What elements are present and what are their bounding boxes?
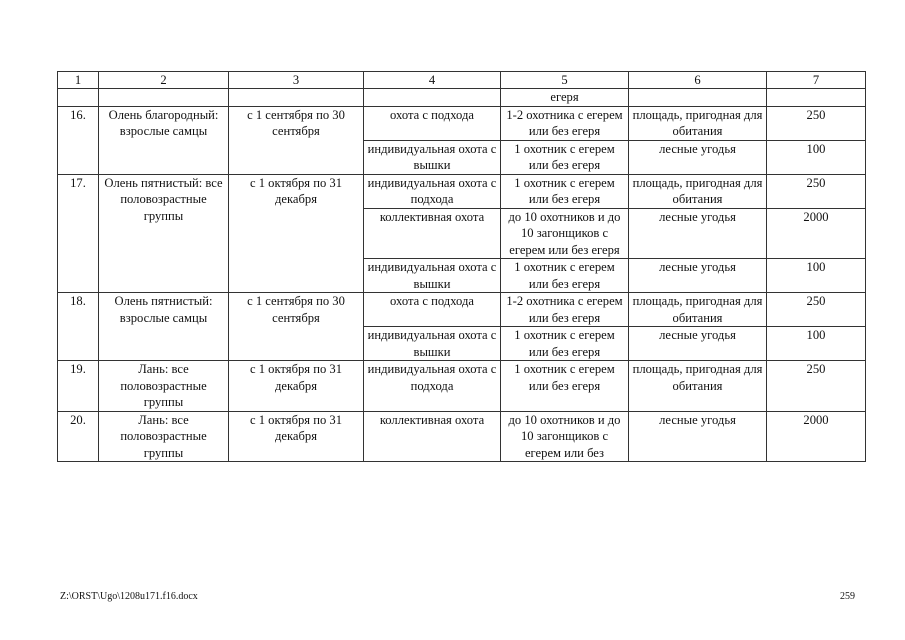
- table-row: [58, 174, 866, 208]
- hunters-cell: 1-2 охотника с егерем или без егеря: [501, 293, 629, 327]
- method-cell: коллективная охота: [364, 208, 501, 259]
- limit-cell: 100: [767, 140, 866, 174]
- row-number-cell: 18.: [58, 293, 99, 361]
- method-cell: индивидуальная охота с подхода: [364, 361, 501, 412]
- footer-page-number: 259: [840, 591, 855, 602]
- limit-cell: 250: [767, 293, 866, 327]
- species-cell: Лань: все половозрастные группы: [99, 361, 229, 412]
- table-row: [58, 293, 866, 327]
- period-cell: с 1 октября по 31 декабря: [229, 174, 364, 293]
- method-cell: индивидуальная охота с вышки: [364, 259, 501, 293]
- header-cell: 2: [99, 72, 229, 89]
- area-cell: площадь, пригодная для обитания: [629, 106, 767, 140]
- species-cell: Олень благородный: взрослые самцы: [99, 106, 229, 174]
- method-cell: индивидуальная охота с подхода: [364, 174, 501, 208]
- row-number-cell: 16.: [58, 106, 99, 174]
- area-cell: лесные угодья: [629, 327, 767, 361]
- area-cell: лесные угодья: [629, 208, 767, 259]
- header-cell: 6: [629, 72, 767, 89]
- method-cell: индивидуальная охота с вышки: [364, 327, 501, 361]
- limit-cell: 250: [767, 361, 866, 412]
- area-cell: лесные угодья: [629, 259, 767, 293]
- hunters-cell: 1 охотник с егерем или без егеря: [501, 327, 629, 361]
- row-number-cell: 19.: [58, 361, 99, 412]
- hunters-cell: 1 охотник с егерем или без егеря: [501, 259, 629, 293]
- method-cell: коллективная охота: [364, 411, 501, 462]
- period-cell: с 1 октября по 31 декабря: [229, 411, 364, 462]
- table-header-row: [58, 72, 866, 89]
- header-cell: 5: [501, 72, 629, 89]
- hunters-cell: 1 охотник с егерем или без егеря: [501, 361, 629, 412]
- row-number-cell: 20.: [58, 411, 99, 462]
- limit-cell: 100: [767, 259, 866, 293]
- area-cell: площадь, пригодная для обитания: [629, 361, 767, 412]
- limit-cell: 100: [767, 327, 866, 361]
- hunting-norms-table: [57, 71, 866, 462]
- area-cell: площадь, пригодная для обитания: [629, 174, 767, 208]
- limit-cell: 250: [767, 106, 866, 140]
- continuation-row: [58, 89, 866, 107]
- table-cell: егеря: [501, 89, 629, 107]
- row-number-cell: 17.: [58, 174, 99, 293]
- hunters-cell: до 10 охотников и до 10 загонщиков с егерем или без егеря: [501, 208, 629, 259]
- species-cell: Олень пятнистый: взрослые самцы: [99, 293, 229, 361]
- header-cell: 4: [364, 72, 501, 89]
- table-row: [58, 411, 866, 462]
- hunters-cell: 1 охотник с егерем или без егеря: [501, 174, 629, 208]
- area-cell: площадь, пригодная для обитания: [629, 293, 767, 327]
- limit-cell: 250: [767, 174, 866, 208]
- header-cell: 3: [229, 72, 364, 89]
- period-cell: с 1 октября по 31 декабря: [229, 361, 364, 412]
- header-cell: 7: [767, 72, 866, 89]
- hunters-cell: 1-2 охотника с егерем или без егеря: [501, 106, 629, 140]
- method-cell: охота с подхода: [364, 106, 501, 140]
- method-cell: охота с подхода: [364, 293, 501, 327]
- hunters-cell: 1 охотник с егерем или без егеря: [501, 140, 629, 174]
- area-cell: лесные угодья: [629, 411, 767, 462]
- species-cell: Олень пятнистый: все половозрастные группы: [99, 174, 229, 293]
- period-cell: с 1 сентября по 30 сентября: [229, 106, 364, 174]
- species-cell: Лань: все половозрастные группы: [99, 411, 229, 462]
- header-cell: 1: [58, 72, 99, 89]
- table-row: [58, 361, 866, 412]
- table-row: [58, 106, 866, 140]
- limit-cell: 2000: [767, 208, 866, 259]
- hunters-cell: до 10 охотников и до 10 загонщиков с егерем или без: [501, 411, 629, 462]
- limit-cell: 2000: [767, 411, 866, 462]
- method-cell: индивидуальная охота с вышки: [364, 140, 501, 174]
- period-cell: с 1 сентября по 30 сентября: [229, 293, 364, 361]
- area-cell: лесные угодья: [629, 140, 767, 174]
- footer-file-path: Z:\ORST\Ugo\1208u171.f16.docx: [60, 591, 198, 602]
